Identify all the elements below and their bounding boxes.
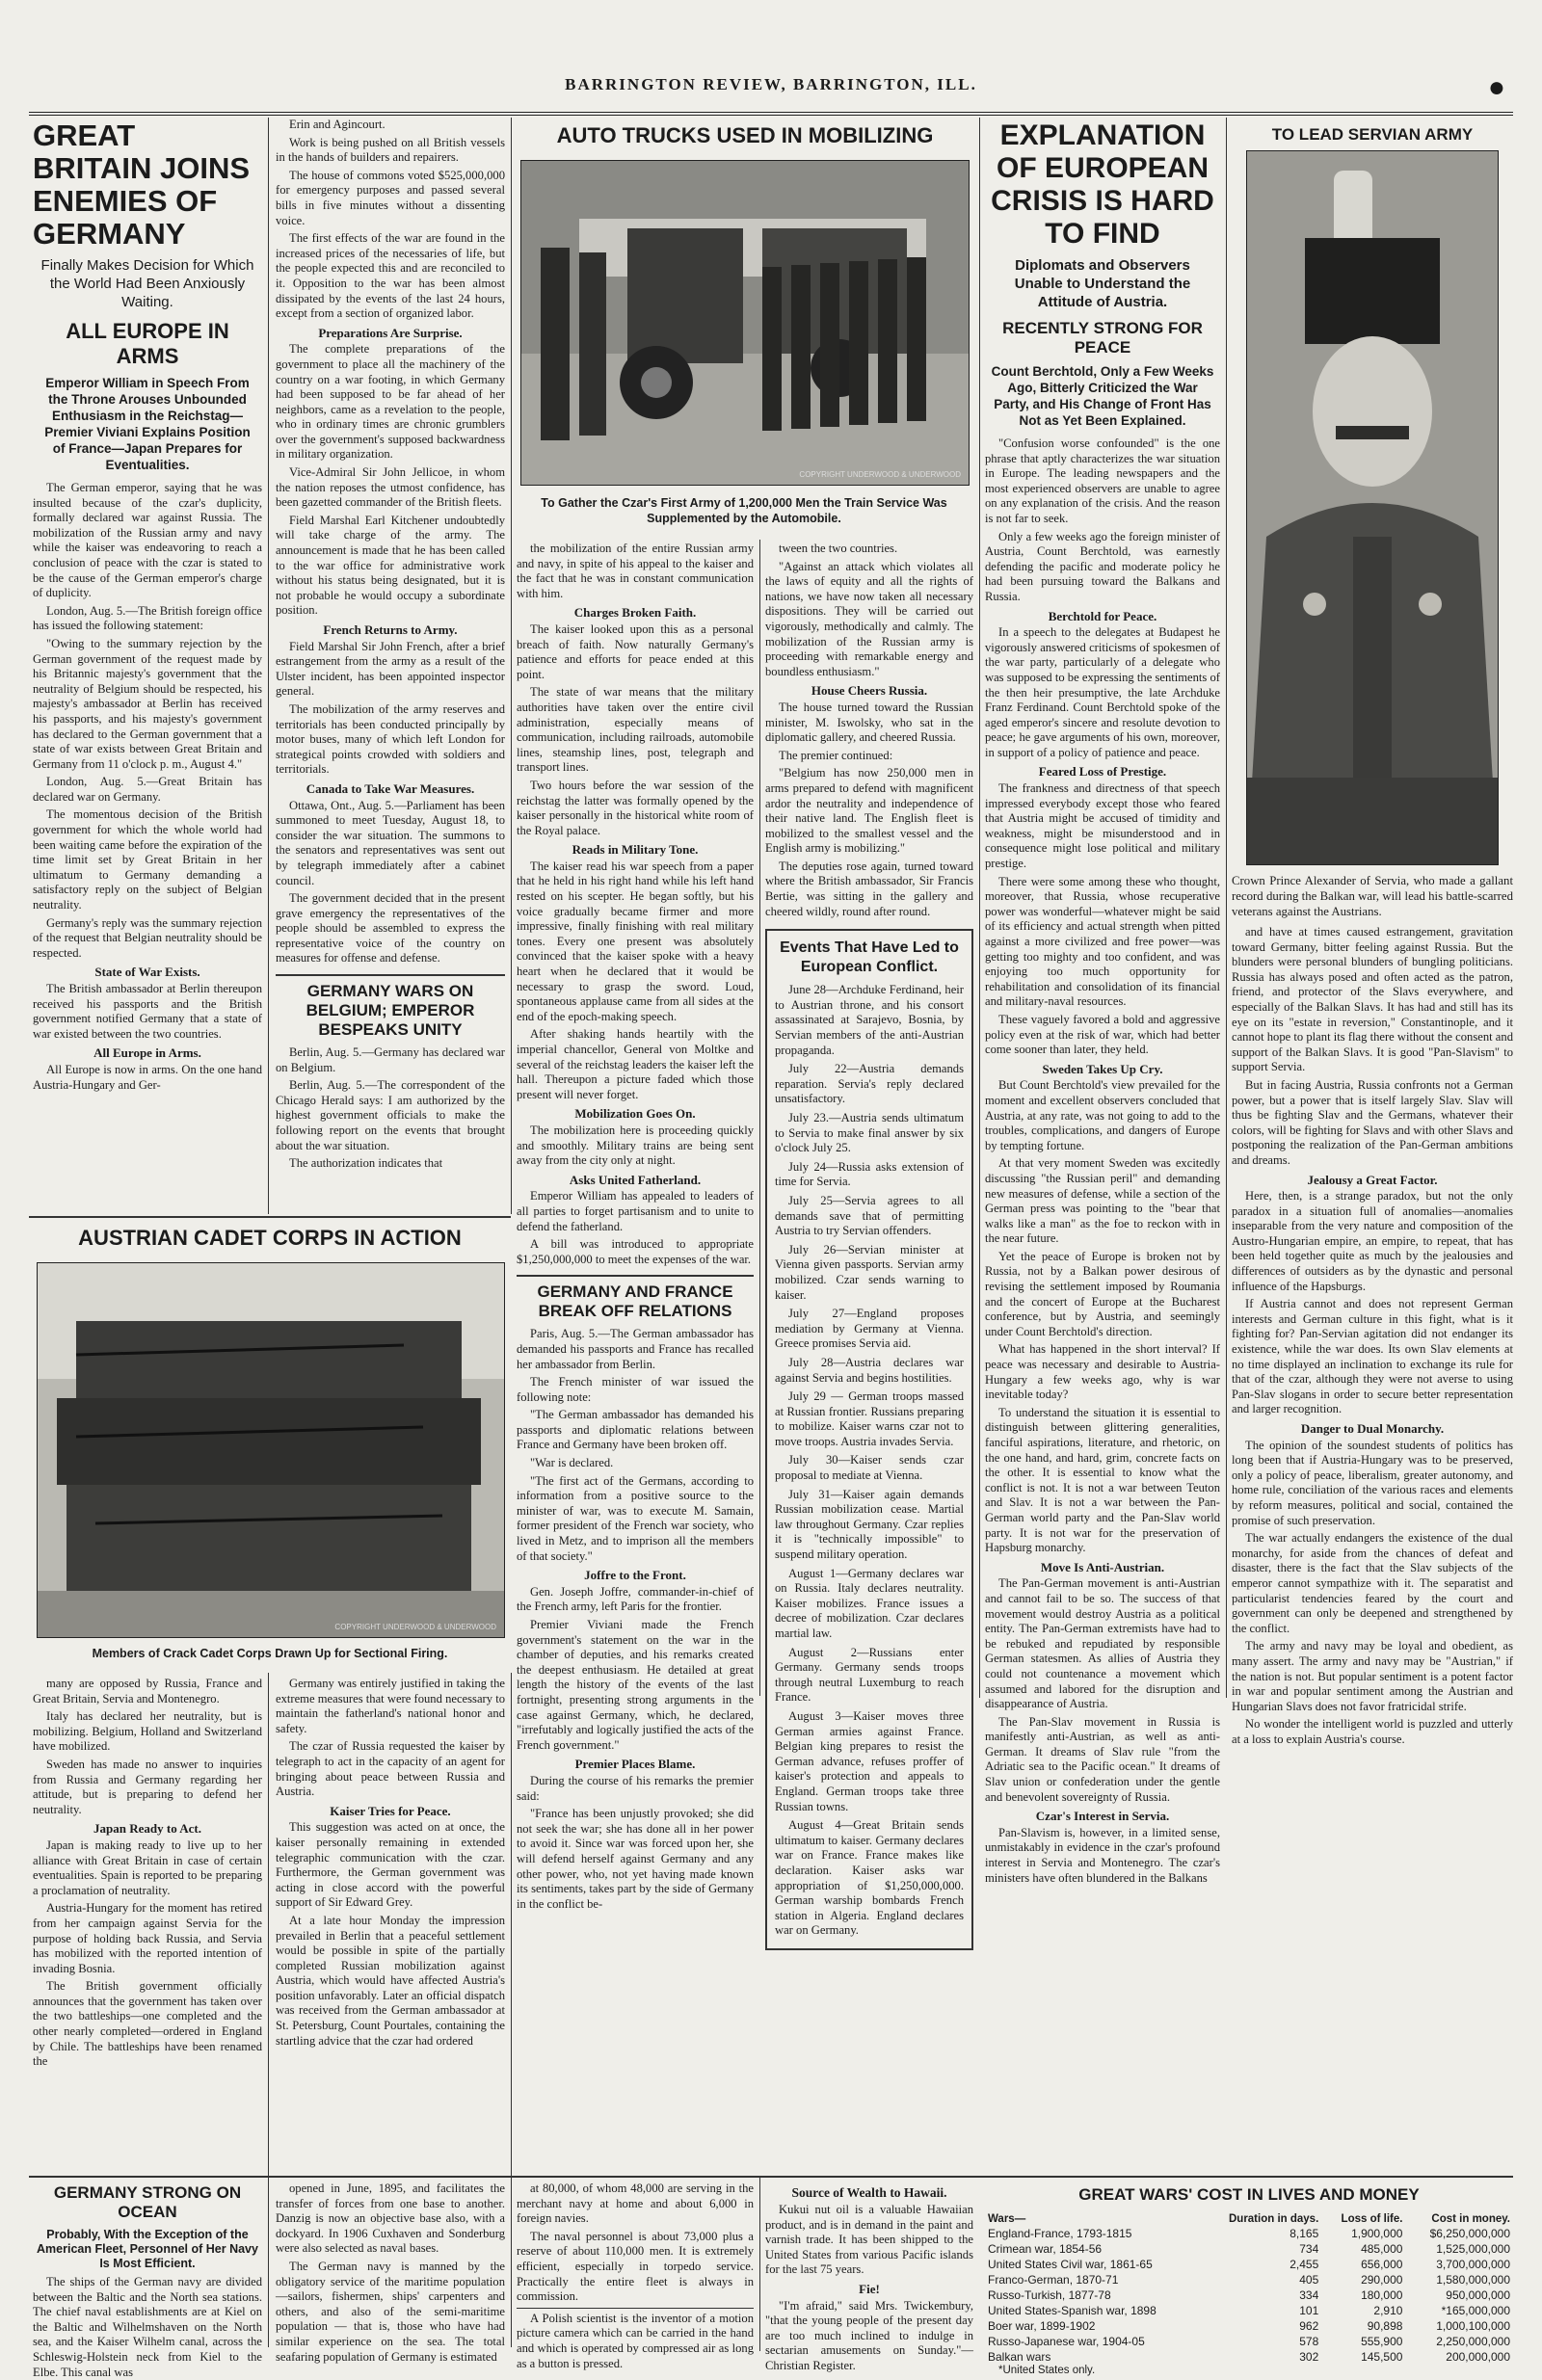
table-cell: $6,250,000,000 xyxy=(1429,2227,1510,2240)
paragraph: The mobilization here is proceeding quickly and smoothly. Military trains are being sent away from the city only at night. xyxy=(517,1123,754,1168)
paragraph: The opinion of the soundest students of politics has long been that if Austria-Hungary was to be preserved, only a policy of peace, liberalism, greater autonomy, and home rule, conciliation of the various races and elements by reform measures, political and social, contained the promise of such preservation. xyxy=(1232,1438,1513,1527)
hawaii-article xyxy=(765,2182,973,2372)
table-row xyxy=(985,2287,1513,2303)
paragraph: Germany was entirely justified in taking the extreme measures that were found necessary to maintain the fatherland's national honor and safety. xyxy=(276,1677,505,1735)
paragraph: The kaiser read his war speech from a paper that he held in his right hand while his left hand rested on his scepter. He began softly, but his voice gradually became firmer and more impressive, finally finishing with real military tones. Every one present was absolutely convinced that the kaiser spoke with a heavy heart when he declared that it would be necessary to grasp the sword. Loud, spontaneous applause came from all sides at the end of the epoch-making speech. xyxy=(517,859,754,1023)
subhead: Canada to Take War Measures. xyxy=(306,780,475,796)
masthead-title: BARRINGTON REVIEW, BARRINGTON, ILL. xyxy=(565,75,977,93)
event-item: June 28—Archduke Ferdinand, heir to Austrian throne, and his consort assassinated at Sarajevo, Bosnia, by Servian members of the anti-Austrian propaganda. xyxy=(775,983,964,1057)
war-costs-headline: GREAT WARS' COST IN LIVES AND MONEY xyxy=(1078,2185,1420,2204)
table-cell: 334 xyxy=(1299,2288,1319,2302)
table-cell: 8,165 xyxy=(1289,2227,1319,2240)
event-item: August 4—Great Britain sends ultimatum to kaiser. Germany declares war on France. France makes like declaration. Kaiser asks war appropriation of $1,250,000,000. German warship bombards French station in Algeria. England declares war on Germany. xyxy=(775,1818,964,1938)
table-cell: 656,000 xyxy=(1361,2258,1403,2271)
paragraph: and have at times caused estrangement, gravitation toward Germany, bitter feeling against Russia. But the blunders were personal blunders of bungling politicians. Russia has always posed and often acted as the patron, friend, and protector of the Slavs everywhere, and especially of the Balkan Slavs. It has had and still has its eye on its "estate in reversion," Constantinople, and it cannot hope to plant its flag there without the consent and support of the Balkan Slavs. It is good "Pan-Slavism" to support Servia. xyxy=(1232,925,1513,1074)
table-cell: Russo-Turkish, 1877-78 xyxy=(988,2288,1111,2302)
photo-credit: COPYRIGHT UNDERWOOD & UNDERWOOD xyxy=(334,1623,496,1631)
column-rule xyxy=(268,118,269,1214)
paragraph: Sweden has made no answer to inquiries from Russia and Germany regarding her attitude, but is preparing to defend her neutrality. xyxy=(33,1757,262,1816)
paragraph: At that very moment Sweden was excitedly discussing "the Russian peril" and demanding new measures of defense, while a section of the German press was pointing to the "bear that walks like a man" as the foe to reckon with in the near future. xyxy=(985,1156,1220,1246)
column-rule xyxy=(1226,118,1227,1698)
paragraph: A bill was introduced to appropriate $1,250,000,000 to meet the expenses of the war. xyxy=(517,1237,754,1266)
subhead: Danger to Dual Monarchy. xyxy=(1300,1421,1445,1436)
subhead: Mobilization Goes On. xyxy=(574,1106,696,1122)
table-cell: Boer war, 1899-1902 xyxy=(988,2319,1096,2333)
photo-credit: COPYRIGHT UNDERWOOD & UNDERWOOD xyxy=(799,470,961,479)
paragraph: After shaking hands heartily with the imperial chancellor, General von Moltke and several of the reichstag leaders the kaiser left the hall. Thereupon a picture faded which those present will never forget. xyxy=(517,1027,754,1101)
subhead: House Cheers Russia. xyxy=(811,683,928,699)
european-crisis-article xyxy=(985,118,1220,1885)
paragraph: The frankness and directness of that speech impressed everybody except those who feared that Austria might be accused of timidity and weakness, might be misunderstood and in consequence might lose political and military prestige. xyxy=(985,781,1220,871)
all-europe-headline: ALL EUROPE IN ARMS xyxy=(66,319,229,368)
table-cell: 200,000,000 xyxy=(1446,2350,1510,2364)
paragraph: "The first act of the Germans, according to information from a positive source to the minister of war, was to execute M. Samain, former president of the French war society, who lived in Metz, and to imprison all the members of that society." xyxy=(517,1473,754,1563)
navy-and-camera xyxy=(517,2182,754,2370)
table-cell: 90,898 xyxy=(1367,2319,1403,2333)
servian-army-headline: TO LEAD SERVIAN ARMY xyxy=(1271,125,1474,144)
paragraph: Yet the peace of Europe is broken not by Russia, not by a Balkan power desirous of revising the settlement imposed by Roumania and the concert of Europe at the Bucharest conference, but by Austria, and seemingly under Count Berchtold's direction. xyxy=(985,1249,1220,1338)
column-rule xyxy=(511,1673,512,2347)
auto-trucks-headline: AUTO TRUCKS USED IN MOBILIZING xyxy=(556,123,934,147)
paragraph: Emperor William has appealed to leaders of all parties to forget partisanism and to unite to defend the fatherland. xyxy=(517,1189,754,1233)
table-cell: 302 xyxy=(1299,2350,1319,2364)
paragraph: Two hours before the war session of the reichstag the latter was formally opened by the kaiser personally in the historical white room of the Royal palace. xyxy=(517,778,754,837)
paragraph: Germany's reply was the summary rejection of the request that Belgian neutrality should be respected. xyxy=(33,915,262,960)
paragraph: All Europe is now in arms. On the one hand Austria-Hungary and Ger- xyxy=(33,1062,262,1092)
paragraph: The momentous decision of the British government for which the whole world had been waiting came before the expiration of the time limit set by Great Britain in her ultimatum to Germany demanding a satisfactory reply on the subject of Belgian neutrality. xyxy=(33,807,262,912)
paragraph: Vice-Admiral Sir John Jellicoe, in whom the nation reposes the utmost confidence, has been gazetted commander of the British fleets. xyxy=(276,465,505,510)
event-item: July 29 — German troops massed at Russian frontier. Russians preparing to mobilize. Kaiser warns czar not to move troops. Austria invades Servia. xyxy=(775,1389,964,1448)
war-costs-table xyxy=(985,2212,1513,2365)
subhead: All Europe in Arms. xyxy=(93,1045,201,1061)
paragraph: many are opposed by Russia, France and Great Britain, Servia and Montenegro. xyxy=(33,1677,262,1706)
paragraph: At a late hour Monday the impression prevailed in Berlin that a peaceful settlement would be possible in spite of the partially completed Russian mobilization against Austria, which would have affected Austria's position unfavorably. Later an official dispatch was received from the German ambassador at St. Petersburg, Count Pourtales, containing the startling advice that the czar had ordered xyxy=(276,1913,505,2048)
column-rule xyxy=(511,118,512,1214)
event-item: July 22—Austria demands reparation. Servia's reply declared unsatisfactory. xyxy=(775,1062,964,1106)
event-item: July 27—England proposes mediation by Germany at Vienna. Greece promises Servia aid. xyxy=(775,1307,964,1351)
paragraph: The British government officially announces that the government has taken over the two battleships—one completed and the other nearly completed—ordered in England by Chile. The battleships have been renamed the xyxy=(33,1979,262,2069)
paragraph: But Count Berchtold's view prevailed for the moment and excellent observers concluded that Austria, at any rate, was not going to add to the troubles, complications, and dangers of Europe by tempting fortune. xyxy=(985,1078,1220,1152)
strong-for-peace-headline: RECENTLY STRONG FOR PEACE xyxy=(1002,319,1203,357)
table-cell: 485,000 xyxy=(1361,2242,1403,2256)
paragraph: There were some among these who thought, moreover, that Russia, whose recuperative power was wonderful—whatever might be said of its efficiency and actual strength when pitted against a more civilized and free power—was getting too mighty and too confident, and was enjoying too much opportunity for rehabilitation and consolidation of its financial and military-naval resources. xyxy=(985,874,1220,1009)
paragraph: the mobilization of the entire Russian army and navy, in spite of his appeal to the kaiser and the fact that he was in constant communication with him. xyxy=(517,542,754,600)
subhead: Berchtold for Peace. xyxy=(1048,608,1157,623)
paragraph: But in facing Austria, Russia confronts not a German power, but a power that is itself largely Slav. Slav will thus be fighting Slav and the Germans, whatever their colors, will be fighting for Slavs and with other Slavs and postponing the realization of the Pan-German ambitions and dreams. xyxy=(1232,1077,1513,1167)
paragraph: Field Marshal Earl Kitchener undoubtedly will take charge of the army. The announcement is made that he has been called to the war office for administrative work without his status being designated, but it is not probable he would occupy a subordinate position. xyxy=(276,513,505,618)
cadet-corps-feature xyxy=(33,1220,507,1669)
great-britain-deck: Finally Makes Decision for Which the World Had Been Anxiously Waiting. xyxy=(40,257,254,310)
paragraph: To understand the situation it is essential to distinguish between glittering generalities, fanciful aspirations, literature, and rhetoric, on the one hand, and hard, grim, concrete facts on the other. It is essential to know what the conflict is not. It is not a war between Teuton and Slav. It is not a war between the Pan-German world party and the Pan-Slav world party. It is not war for the preservation of Hapsburg monarchy. xyxy=(985,1405,1220,1555)
event-item: July 28—Austria declares war against Servia and begins hostilities. xyxy=(775,1355,964,1385)
france-continued xyxy=(765,542,973,1938)
table-row xyxy=(985,2241,1513,2257)
subhead: Move Is Anti-Austrian. xyxy=(1040,1559,1165,1574)
paragraph: The first effects of the war are found in the increased prices of the necessaries of life, but the people expected this and are reconciled to it. Opposition to the war has been almost dissipated by the events of the last 24 hours, except from a section of organized labor. xyxy=(276,231,505,321)
table-row xyxy=(985,2257,1513,2272)
paragraph: Only a few weeks ago the foreign minister of Austria, Count Berchtold, was earnestly defending the pacific and moderate policy he had been pursuing toward the Balkans and Russia. xyxy=(985,529,1220,603)
great-britain-headline: GREAT BRITAIN JOINS ENEMIES OF GERMANY xyxy=(33,119,251,251)
table-cell: 2,910 xyxy=(1373,2304,1403,2317)
germany-belgium-headline: GERMANY WARS ON BELGIUM; EMPEROR BESPEAKS UNITY xyxy=(276,974,505,1040)
table-cell: 950,000,000 xyxy=(1446,2288,1510,2302)
paragraph: London, Aug. 5.—The British foreign office has issued the following statement: xyxy=(33,603,262,633)
masthead xyxy=(29,71,1513,116)
column-rule xyxy=(979,118,980,1698)
paragraph: No wonder the intelligent world is puzzled and utterly at a loss to explain Austria's course. xyxy=(1232,1717,1513,1746)
paragraph: What has happened in the short interval? If peace was necessary and desirable to Austria-Hungary a few weeks ago, why is war inevitable today? xyxy=(985,1342,1220,1402)
war-costs-table-block xyxy=(985,2182,1513,2376)
paragraph: Japan is making ready to live up to her alliance with Great Britain in case of certain eventualities. Spain is reported to be preparing a proclamation of neutrality. xyxy=(33,1838,262,1897)
event-item: July 23.—Austria sends ultimatum to Servia to make final answer by six o'clock July 25. xyxy=(775,1111,964,1155)
paragraph: The ships of the German navy are divided between the Baltic and the North sea stations. The chief naval establishments are at Kiel on the Baltic and Wilhelmshaven on the North sea, and the Kaiser Wilhelm canal, across the Schleswig-Holstein neck from Kiel to the Elbe. This canal was xyxy=(33,2275,262,2379)
column-header: Wars— xyxy=(988,2213,1026,2225)
servian-army-feature xyxy=(1232,118,1513,1746)
paragraph: Austria-Hungary for the moment has retired from her campaign against Servia for the purpose of holding back Russia, and Servia has mobilized with the reported intention of invading Bosnia. xyxy=(33,1901,262,1975)
table-cell: 962 xyxy=(1299,2319,1319,2333)
paragraph: These vaguely favored a bold and aggressive policy even at the risk of war, which had better come sooner than later, they held. xyxy=(985,1012,1220,1057)
germany-france-headline: GERMANY AND FRANCE BREAK OFF RELATIONS xyxy=(517,1275,754,1321)
paragraph: "The German ambassador has demanded his passports and diplomatic relations between France and Germany have been broken off. xyxy=(517,1408,754,1452)
auto-trucks-photo xyxy=(520,160,970,486)
paragraph: Field Marshal Sir John French, after a brief estrangement from the army as a result of the Ulster incident, has been appointed inspector general. xyxy=(276,639,505,699)
table-row xyxy=(985,2334,1513,2349)
paragraph: The house turned toward the Russian minister, M. Iswolsky, who sat in the diplomatic gallery, and cheered Russia. xyxy=(765,700,973,745)
paragraph: The French minister of war issued the following note: xyxy=(517,1375,754,1404)
paragraph: The Pan-German movement is anti-Austrian and cannot fail to be so. The success of that movement would destroy Austria as a political entity. The Pan-German extremists have had to be rebuked and repudiated by responsible German statesmen. As allies of Austria they could not countenance a movement which assumed and labored for the disruption and disappearance of Austria. xyxy=(985,1576,1220,1711)
subhead: State of War Exists. xyxy=(94,965,200,980)
kaiser-speech-article xyxy=(517,542,754,1911)
europe-continued xyxy=(33,1677,262,2172)
paragraph: The German emperor, saying that he was insulted because of the czar's duplicity, formally declared war against Russia. The mobilization of the Russian army and navy while the kaiser was endeavoring to reach a conclusion of peace with the czar is stated to be the cause of the German emperor's charge of duplicity. xyxy=(33,481,262,600)
subhead: Jealousy a Great Factor. xyxy=(1307,1172,1438,1187)
paragraph: Italy has declared her neutrality, but is mobilizing. Belgium, Holland and Switzerland have mobilized. xyxy=(33,1709,262,1754)
event-item: August 2—Russians enter Germany. Germany sends troops through neutral Luxemburg to reach France. xyxy=(775,1645,964,1705)
paragraph: "War is declared. xyxy=(530,1456,614,1470)
all-europe-deck: Emperor William in Speech From the Throne Arouses Unbounded Enthusiasm in the Reichstag—Premier Viviani Explains Position of France—Japan Prepares for Eventualities. xyxy=(44,376,251,472)
column-header: Loss of life. xyxy=(1341,2213,1403,2225)
paragraph: Gen. Joseph Joffre, commander-in-chief of the French army, left Paris for the frontier. xyxy=(517,1584,754,1614)
events-headline: Events That Have Led to European Conflict. xyxy=(780,939,959,976)
event-item: July 25—Servia agrees to all demands save that of permitting Austria to try Servian offenders. xyxy=(775,1193,964,1238)
table-cell: *165,000,000 xyxy=(1441,2304,1510,2317)
event-item: July 26—Servian minister at Vienna given passports. Servian army mobilized. Czar sends warning to kaiser. xyxy=(775,1242,964,1302)
subhead: Reads in Military Tone. xyxy=(572,842,699,858)
european-crisis-deck: Diplomats and Observers Unable to Understand the Attitude of Austria. xyxy=(1014,257,1191,310)
subhead: Czar's Interest in Servia. xyxy=(1035,1809,1170,1824)
paragraph: During the course of his remarks the premier said: xyxy=(517,1773,754,1803)
paragraph: "I'm afraid," said Mrs. Twickembury, "that the young people of the present day are too much inclined to indulge in sectarian amusements on Sunday."—Christian Register. xyxy=(765,2298,973,2372)
german-navy-continued xyxy=(276,2182,505,2364)
paragraph: "Confusion worse confounded" is the one phrase that aptly characterizes the war situation in Europe. The leading newspapers and the most experienced observers are unable to agree on any explanation of the crisis. And the reason is not far to seek. xyxy=(985,436,1220,525)
paragraph: The government decided that in the present grave emergency the representatives of the people should be assembled to express the representative voice of the country on measures for offense and defense. xyxy=(276,891,505,965)
paragraph: The complete preparations of the government to place all the machinery of the country on a war footing, in which Germany had been supposed to be far ahead of her neighbors, came as a revelation to the people, who in ordinary times are chronic grumblers over the government's supposed backwardness in military organization. xyxy=(276,342,505,462)
paragraph: The British ambassador at Berlin thereupon received his passports and the British government notified Germany that a state of war existed between the two countries. xyxy=(33,982,262,1041)
paragraph: The army and navy may be loyal and obedient, as many assert. The army and navy may be "Austrian," if the nation is not. But popular sentiment is a potent factor in war and popular sentiment among the Austrian and Hungarian Slavs does not favor fratricidal strife. xyxy=(1232,1639,1513,1713)
section-rule xyxy=(29,2176,1513,2178)
war-costs-body xyxy=(985,2226,1513,2365)
table-cell: 2,455 xyxy=(1289,2258,1319,2271)
paragraph: Berlin, Aug. 5.—The correspondent of the Chicago Herald says: I am authorized by the highest government officials to make the following report on the events that brought about the war situation. xyxy=(276,1078,505,1152)
cadets-illustration xyxy=(38,1263,504,1637)
event-item: August 3—Kaiser moves three German armies against France. Belgian king prepares to resist the German advance, refuses proffer of kaiser's protection and appeals to England. German troops take three Russian towns. xyxy=(775,1708,964,1813)
subhead: Sweden Takes Up Cry. xyxy=(1042,1061,1163,1076)
paragraph: "France has been unjustly provoked; she did not seek the war; she has done all in her power to avoid it. Since war was forced upon her, she will defend herself against Germany and any other power, who, not yet having made known its sentiments, takes part by the side of Germany in the conflict be- xyxy=(517,1807,754,1911)
paragraph: A Polish scientist is the inventor of a motion picture camera which can be carried in the hand and which is operated by compressed air as long as a button is pressed. xyxy=(517,2308,754,2371)
paragraph: Work is being pushed on all British vessels in the hands of builders and repairers. xyxy=(276,135,505,165)
paragraph: "Belgium has now 250,000 men in arms prepared to defend with magnificent ardor the neutrality and independence of their native land. The English fleet is mobilized to the smallest vessel and the English army is mobilizing." xyxy=(765,766,973,856)
subhead: Charges Broken Faith. xyxy=(573,605,697,621)
column-rule xyxy=(759,2178,760,2351)
table-header-row xyxy=(985,2212,1513,2226)
table-cell: Balkan wars xyxy=(988,2350,1051,2364)
column-header: Duration in days. xyxy=(1228,2213,1319,2225)
paragraph: Paris, Aug. 5.—The German ambassador has demanded his passports and France has recalled her ambassador from Berlin. xyxy=(517,1327,754,1371)
european-crisis-headline: EXPLANATION OF EUROPEAN CRISIS IS HARD TO FIND xyxy=(991,119,1214,250)
table-cell: 734 xyxy=(1299,2242,1319,2256)
trucks-illustration xyxy=(521,161,969,485)
paragraph: The mobilization of the army reserves and territorials has been conducted principally by motor buses, many of which left London for strategical points crowded with soldiers and territorials. xyxy=(276,701,505,777)
column-rule xyxy=(268,1673,269,2347)
auto-trucks-caption: To Gather the Czar's First Army of 1,200,000 Men the Train Service Was Supplemented by the Automobile. xyxy=(541,496,947,525)
paragraph: The Pan-Slav movement in Russia is manifestly anti-Austrian, as well as anti-German. It dreams of Slav rule "from the Adriatic sea to the Pacific ocean." It dreams of Slav union or confederation under the gentle and benevolent sovereignty of Russia. xyxy=(985,1714,1220,1804)
table-cell: 1,580,000,000 xyxy=(1436,2273,1510,2287)
table-cell: 101 xyxy=(1299,2304,1319,2317)
subhead: Kaiser Tries for Peace. xyxy=(330,1803,451,1818)
paragraph: London, Aug. 5.—Great Britain has declared war on Germany. xyxy=(33,775,262,804)
paragraph: In a speech to the delegates at Budapest he vigorously answered criticisms of spokesmen of the war party, particularly of a delegate who was supposed to be expressing the sentiments of the then heir presumptive, the late Archduke Franz Ferdinand. Count Berchtold spoke of the aged emperor's sincere and resolute devotion to peace; he gave arguments of his own, moreover, in support of a policy of patience and peace. xyxy=(985,625,1220,759)
paragraph: Berlin, Aug. 5.—Germany has declared war on Belgium. xyxy=(276,1045,505,1074)
table-cell: Russo-Japanese war, 1904-05 xyxy=(988,2335,1145,2348)
table-row xyxy=(985,2272,1513,2287)
table-row xyxy=(985,2226,1513,2241)
paragraph: "Owing to the summary rejection by the German government of the request made by his Britannic majesty's government that the neutrality of Belgium should be respected, his majesty's ambassador at Berlin has received his passports, and his majesty's government has declared to the German government that a state of war exists between Great Britain and Germany from 11 o'clock p. m., August 4." xyxy=(33,636,262,771)
bindery-mark-icon: ● xyxy=(1487,71,1507,103)
paragraph: Pan-Slavism is, however, in a limited sense, unmistakably in evidence in the czar's profound interest in Servia and Montenegro. The czar's ministers have often blundered in the Balkans xyxy=(985,1825,1220,1885)
paragraph: Kukui nut oil is a valuable Hawaiian product, and is in demand in the paint and varnish trade. It has been shipped to the United States from various Pacific islands for the last 75 years. xyxy=(765,2203,973,2277)
table-cell: 555,900 xyxy=(1361,2335,1403,2348)
table-cell: 1,000,100,000 xyxy=(1436,2319,1510,2333)
kaiser-peace-article xyxy=(276,1677,505,2172)
fie-headline: Fie! xyxy=(859,2281,880,2296)
paragraph: The naval personnel is about 73,000 plus a reserve of about 110,000 men. It is extremely efficient, especially in torpedo service. Practically the entire fleet is always in commission. xyxy=(517,2229,754,2304)
table-cell: Crimean war, 1854-56 xyxy=(988,2242,1103,2256)
subhead: Japan Ready to Act. xyxy=(93,1821,201,1837)
table-cell: 578 xyxy=(1299,2335,1319,2348)
table-cell: 2,250,000,000 xyxy=(1436,2335,1510,2348)
table-footnote: *United States only. xyxy=(998,2365,1096,2376)
table-row xyxy=(985,2318,1513,2334)
table-cell: 145,500 xyxy=(1361,2350,1403,2364)
table-cell: England-France, 1793-1815 xyxy=(988,2227,1132,2240)
event-item: July 30—Kaiser sends czar proposal to mediate at Vienna. xyxy=(775,1453,964,1483)
great-britain-article xyxy=(33,118,262,1214)
section-rule xyxy=(29,1216,511,1218)
paragraph: opened in June, 1895, and facilitates the transfer of forces from one base to another. Danzig is now an objective base also, with a dockyard. In 1906 Cuxhaven and Sonderburg were also selected as naval bases. xyxy=(276,2182,505,2256)
subhead: Joffre to the Front. xyxy=(584,1568,686,1583)
paragraph: The deputies rose again, turned toward where the British ambassador, Sir Francis Bertie, was sitting in the gallery and cheered wildly, round after round. xyxy=(765,859,973,918)
crown-prince-portrait xyxy=(1246,150,1499,865)
paragraph: The premier continued: xyxy=(779,748,893,762)
paragraph: The state of war means that the military authorities have taken over the entire civil administration, especially means of communication, including railroads, automobile lines, steamship lines, post, telegraph and transport lines. xyxy=(517,685,754,775)
servian-army-caption: Crown Prince Alexander of Servia, who made a gallant record during the Balkan war, will lead his battle-scarred veterans against the Austrians. xyxy=(1232,874,1513,918)
paragraph: tween the two countries. xyxy=(779,542,898,555)
paragraph: Premier Viviani made the French government's statement on the war in the chamber of deputies, and his remarks created the deepest enthusiasm. He detailed at great length the history of the events of the last fortnight, presenting strong arguments in the case against Germany, which, he declared, "irrefutably and logically justified the acts of the French government." xyxy=(517,1618,754,1752)
table-cell: United States-Spanish war, 1898 xyxy=(988,2304,1156,2317)
paragraph: The authorization indicates that xyxy=(289,1156,443,1171)
paragraph: Ottawa, Ont., Aug. 5.—Parliament has been summoned to meet Tuesday, August 18, to consider the war situation. The summons to the senators and representatives was sent out by telegraph immediately after a cabinet council. xyxy=(276,798,505,887)
cadet-corps-headline: AUSTRIAN CADET CORPS IN ACTION xyxy=(78,1226,462,1250)
table-cell: 3,700,000,000 xyxy=(1436,2258,1510,2271)
subhead: French Returns to Army. xyxy=(323,622,458,637)
table-cell: 290,000 xyxy=(1361,2273,1403,2287)
paragraph: The war actually endangers the existence of the dual monarchy, for aside from the chances of defeat and disaster, there is the fact that the Slav subjects of the emperor cannot sympathize with it. The separatist and particularist tendencies feared by the court and government can only be deepened and strengthened by the conflict. xyxy=(1232,1531,1513,1635)
table-cell: 1,900,000 xyxy=(1351,2227,1403,2240)
britain-continued xyxy=(276,118,505,1214)
table-row xyxy=(985,2303,1513,2318)
subhead: Premier Places Blame. xyxy=(574,1757,696,1772)
paragraph: Here, then, is a strange paradox, but not the only paradox in a situation full of anomalies—anomalies inseparable from the very nature and composition of the Austro-Hungarian empire, an empire, to repeat, that has been held together quite as much by the jealousies and differences of outsiders as by the dynastic and personal influence of the Hapsburgs. xyxy=(1232,1189,1513,1293)
events-box xyxy=(765,929,973,1950)
paragraph: The house of commons voted $525,000,000 for emergency purposes and passed several bills in five minutes without a dissenting voice. xyxy=(276,168,505,227)
event-item: July 24—Russia asks extension of time for Servia. xyxy=(775,1159,964,1189)
german-navy-article xyxy=(33,2182,262,2379)
table-cell: Franco-German, 1870-71 xyxy=(988,2273,1119,2287)
paragraph: If Austria cannot and does not represent German interests and German culture in this fight, what is it fighting for? Pan-Servian agitation did not endanger its existence, while the war does. Its own Slav elements at no time displayed an inclination to exchange its rule for that of the czar, although they were not averse to using Pan-Slav slogans in order to secure better representation and larger recognition. xyxy=(1232,1297,1513,1416)
cadet-corps-photo xyxy=(37,1262,505,1638)
paragraph: The czar of Russia requested the kaiser by telegraph to act in the capacity of an agent for bringing about peace between Russia and Austria. xyxy=(276,1739,505,1799)
subhead: Asks United Fatherland. xyxy=(569,1172,702,1187)
table-cell: 1,525,000,000 xyxy=(1436,2242,1510,2256)
portrait-illustration xyxy=(1247,151,1498,864)
subhead: Feared Loss of Prestige. xyxy=(1038,764,1167,780)
paragraph: The German navy is manned by the obligatory service of the maritime population—sailors, fishermen, ships' carpenters and others, and also of the semi-maritime population — that is, those who have had similar experience on the sea. The total seafaring population of Germany is estimated xyxy=(276,2259,505,2364)
paragraph: "Against an attack which violates all the laws of equity and all the rights of nations, we have now taken all necessary dispositions. They will be carried out vigorously, methodically and calmly. The mobilization of the Russian army is proceeding with remarkable energy and boundless enthusiasm." xyxy=(765,559,973,678)
hawaii-headline: Source of Wealth to Hawaii. xyxy=(791,2185,947,2200)
paragraph: The kaiser looked upon this as a personal breach of faith. Now naturally Germany's patience and efforts for peace ended at this point. xyxy=(517,621,754,681)
table-cell: United States Civil war, 1861-65 xyxy=(988,2258,1153,2271)
german-navy-headline: GERMANY STRONG ON OCEAN xyxy=(53,2183,242,2221)
event-item: July 31—Kaiser again demands Russian mobilization cease. Martial law throughout Germany. Czar replies it is "technically impossible" to suspend military operation. xyxy=(775,1487,964,1562)
paragraph: This suggestion was acted on at once, the kaiser personally remaining in extended telegraphic communication with the czar. Furthermore, the German government was acting in close accord with the powerful support of Sir Edward Grey. xyxy=(276,1820,505,1910)
column-rule xyxy=(759,540,760,1696)
cadet-corps-caption: Members of Crack Cadet Corps Drawn Up for Sectional Firing. xyxy=(92,1647,448,1660)
table-cell: 180,000 xyxy=(1361,2288,1403,2302)
event-item: August 1—Germany declares war on Russia. Italy declares neutrality. Kaiser mobilizes. France issues a decree of mobilization. Czar declares martial law. xyxy=(775,1566,964,1640)
paragraph: at 80,000, of whom 48,000 are serving in the merchant navy at home and about 6,000 in foreign navies. xyxy=(517,2182,754,2226)
paragraph: Erin and Agincourt. xyxy=(289,118,386,131)
table-row xyxy=(985,2349,1513,2365)
subhead: Preparations Are Surprise. xyxy=(318,325,463,340)
auto-trucks-feature xyxy=(517,118,973,532)
german-navy-deck: Probably, With the Exception of the American Fleet, Personnel of Her Navy Is Most Efficient. xyxy=(37,2228,258,2270)
column-header: Cost in money. xyxy=(1431,2213,1510,2225)
strong-for-peace-deck: Count Berchtold, Only a Few Weeks Ago, Bitterly Criticized the War Party, and His Change of Front Has Not as Yet Been Explained. xyxy=(991,364,1214,428)
table-cell: 405 xyxy=(1299,2273,1319,2287)
